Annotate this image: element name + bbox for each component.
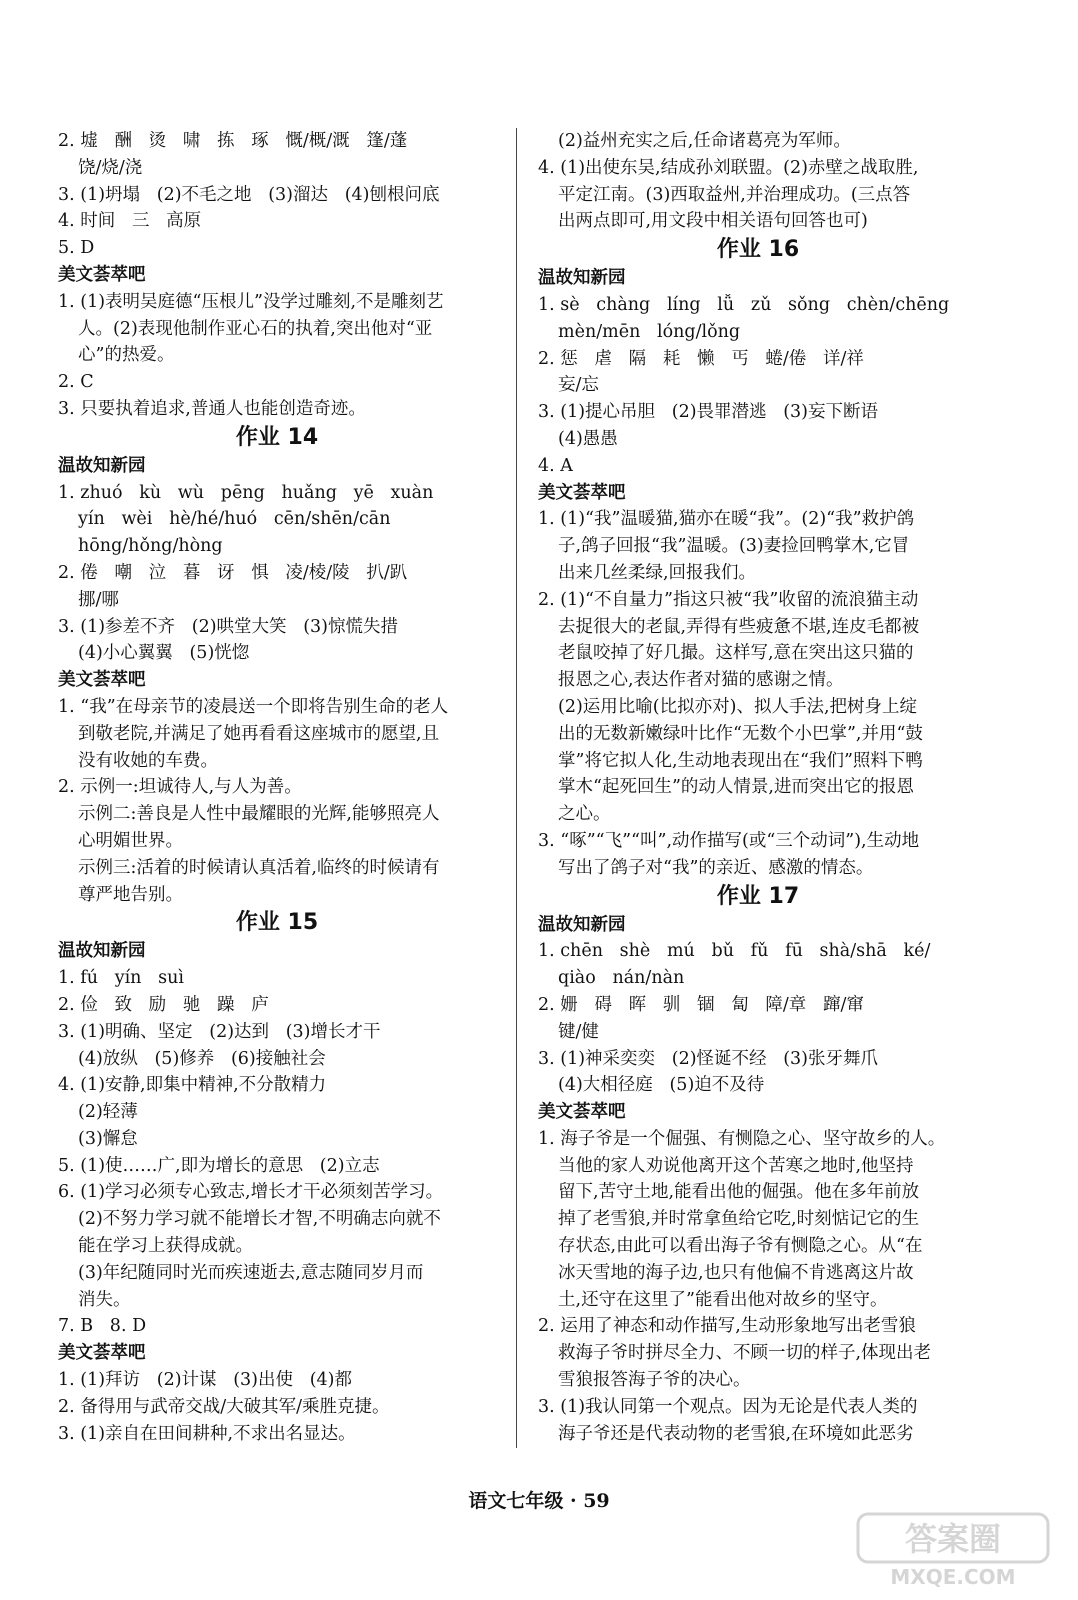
answer-line: 1. (1)表明吴庭德“压根儿”没学过雕刻,不是雕刻艺 — [58, 291, 444, 312]
answer-line: 4. (1)出使东吴,结成孙刘联盟。(2)赤壁之战取胜, — [538, 157, 919, 178]
answer-line: 妄/忘 — [558, 375, 599, 396]
answer-line: 能在学习上获得成就。 — [78, 1236, 253, 1257]
assignment-heading: 作业 15 — [235, 910, 319, 936]
answer-line: (4)愚愚 — [558, 428, 618, 449]
answer-line: (2)不努力学习就不能增长才智,不明确志向就不 — [78, 1209, 441, 1230]
answer-line: 1. zhuó kù wù pēng huǎng yē xuàn — [58, 482, 434, 503]
answer-line: 3. (1)提心吊胆 (2)畏罪潜逃 (3)妄下断语 — [538, 402, 879, 423]
answer-line: 7. B 8. D — [58, 1316, 147, 1337]
answer-line: 写出了鸽子对“我”的亲近、感激的情态。 — [558, 857, 874, 878]
answer-line: 2. 惩 虐 隔 耗 懒 丐 蜷/倦 详/祥 — [538, 348, 864, 369]
answer-line: 1. fú yín suì — [58, 968, 184, 989]
answer-line: 老鼠咬掉了好几撮。这样写,意在突出这只猫的 — [558, 643, 914, 664]
answer-line: (4)小心翼翼 (5)恍惚 — [78, 643, 250, 664]
answer-line: 土,还守在这里了”能看出他对故乡的坚守。 — [558, 1289, 888, 1310]
section-heading: 温故知新园 — [538, 914, 626, 935]
answer-line: 6. (1)学习必须专心致志,增长才干必须刻苦学习。 — [58, 1182, 444, 1203]
answer-line: 2. 倦 嘲 泣 暮 讶 惧 凌/棱/陵 扒/趴 — [58, 562, 408, 583]
answer-line: 4. (1)安静,即集中精神,不分散精力 — [58, 1075, 327, 1096]
answer-line: 存状态,由此可以看出海子爷有恻隐之心。从“在 — [558, 1236, 923, 1257]
answer-line: 去捉很大的老鼠,弄得有些疲惫不堪,连皮毛都被 — [558, 616, 920, 637]
section-heading: 温故知新园 — [58, 941, 146, 962]
answer-line: 留下,苦守土地,能看出他的倔强。他在多年前放 — [558, 1182, 920, 1203]
answer-line: 2. C — [58, 372, 94, 393]
answer-line: 出的无数新嫩绿叶比作“无数个小巴掌”,并用“鼓 — [558, 723, 923, 744]
answer-line: 2. 俭 致 励 驰 躁 庐 — [58, 994, 269, 1015]
watermark-url: MXQE.COM — [890, 1565, 1016, 1589]
page-footer: 语文七年级 · 59 — [468, 1490, 610, 1512]
answer-line: 心”的热爱。 — [78, 345, 175, 366]
answer-line: 3. “啄”“飞”“叫”,动作描写(或“三个动词”),生动地 — [538, 830, 920, 851]
section-heading: 美文荟萃吧 — [58, 264, 146, 285]
answer-line: 1. (1)“我”温暖猫,猫亦在暖“我”。(2)“我”救护鸽 — [538, 509, 915, 530]
answer-line: 1. “我”在母亲节的凌晨送一个即将告别生命的老人 — [58, 696, 449, 717]
section-heading: 温故知新园 — [538, 268, 626, 289]
answer-line: 雪狼报答海子爷的决心。 — [558, 1370, 751, 1391]
section-heading: 美文荟萃吧 — [538, 482, 626, 503]
answer-line: 子,鸽子回报“我”温暖。(3)妻捡回鸭掌木,它冒 — [558, 536, 910, 557]
answer-line: 海子爷还是代表动物的老雪狼,在环境如此恶劣 — [558, 1423, 914, 1444]
answer-line: 2. 示例一:坦诚待人,与人为善。 — [58, 777, 302, 798]
answer-line: 3. (1)坍塌 (2)不毛之地 (3)溜达 (4)刨根问底 — [58, 184, 440, 205]
section-heading: 温故知新园 — [58, 455, 146, 476]
answer-line: 挪/哪 — [78, 589, 119, 610]
answer-line: 1. chēn shè mú bǔ fǔ fū shà/shā ké/ — [538, 941, 931, 962]
answer-line: 掉了老雪狼,并时常拿鱼给它吃,时刻惦记它的生 — [558, 1209, 920, 1230]
answer-line: 5. (1)使……广,即为增长的意思 (2)立志 — [58, 1155, 380, 1176]
answer-line: 1. 海子爷是一个倔强、有恻隐之心、坚守故乡的人。 — [538, 1128, 946, 1149]
answer-line: 人。(2)表现他制作亚心石的执着,突出他对“亚 — [78, 318, 433, 339]
answer-line: 尊严地告别。 — [78, 884, 183, 905]
answer-line: 出两点即可,用文段中相关语句回答也可) — [558, 211, 868, 232]
section-heading: 美文荟萃吧 — [58, 1343, 146, 1364]
answer-line: 1. (1)拜访 (2)计谋 (3)出使 (4)都 — [58, 1370, 352, 1391]
assignment-heading: 作业 14 — [235, 424, 319, 450]
answer-line: 2. 备得用与武帝交战/大破其军/乘胜克捷。 — [58, 1396, 390, 1417]
answer-line: 之心。 — [558, 804, 611, 825]
answer-line: 键/健 — [558, 1021, 599, 1042]
answer-line: 2. 运用了神态和动作描写,生动形象地写出老雪狼 — [538, 1316, 916, 1337]
answer-line: 示例二:善良是人性中最耀眼的光辉,能够照亮人 — [78, 804, 440, 825]
answer-line: 3. (1)我认同第一个观点。因为无论是代表人类的 — [538, 1396, 918, 1417]
answer-line: 掌”将它拟人化,生动地表现出在“我们”照料下鸭 — [558, 750, 923, 771]
section-heading: 美文荟萃吧 — [58, 670, 146, 691]
answer-line: 消失。 — [78, 1289, 131, 1310]
answer-line: qiào nán/nàn — [558, 968, 685, 989]
answer-line: hōng/hǒng/hòng — [78, 536, 223, 557]
section-heading: 美文荟萃吧 — [538, 1102, 626, 1123]
answer-line: 2. 姗 碍 晖 驯 锢 匐 障/章 蹿/窜 — [538, 994, 864, 1015]
answer-line: 2. (1)“不自量力”指这只被“我”收留的流浪猫主动 — [538, 589, 919, 610]
answer-line: 3. (1)明确、坚定 (2)达到 (3)增长才干 — [58, 1021, 381, 1042]
answer-line: yín wèi hè/hé/huó cēn/shēn/cān — [78, 509, 391, 530]
answer-line: 救海子爷时拼尽全力、不顾一切的样子,体现出老 — [558, 1343, 932, 1364]
answer-line: (2)轻薄 — [78, 1102, 138, 1123]
right-column — [538, 128, 978, 1447]
answer-line: 掌木“起死回生”的动人情景,进而突出它的报恩 — [558, 777, 914, 798]
answer-line: 当他的家人劝说他离开这个苦寒之地时,他坚持 — [558, 1155, 914, 1176]
answer-line: 1. sè chàng líng lǚ zǔ sǒng chèn/chēng — [538, 294, 950, 315]
answer-line: 平定江南。(3)西取益州,并治理成功。(三点答 — [558, 184, 911, 205]
answer-line: 2. 墟 酬 烫 啸 拣 琢 慨/概/溉 篷/蓬 — [58, 131, 408, 151]
answer-line: 4. A — [538, 455, 573, 476]
answer-line: 3. (1)亲自在田间耕种,不求出名显达。 — [58, 1423, 356, 1444]
answer-line: 心明媚世界。 — [78, 830, 183, 851]
answer-line: mèn/mēn lóng/lǒng — [558, 321, 741, 342]
answer-line: (2)益州充实之后,任命诸葛亮为军师。 — [558, 131, 851, 151]
answer-line: 到敬老院,并满足了她再看看这座城市的愿望,且 — [78, 723, 440, 744]
answer-line: (3)年纪随同时光而疾速逝去,意志随同岁月而 — [78, 1262, 424, 1283]
answer-line: 4. 时间 三 高原 — [58, 211, 202, 232]
answer-line: 示例三:活着的时候请认真活着,临终的时候请有 — [78, 857, 440, 878]
answer-line: (4)大相径庭 (5)迫不及待 — [558, 1075, 765, 1096]
watermark-title: 答案圈 — [904, 1520, 1002, 1558]
assignment-heading: 作业 17 — [716, 883, 800, 909]
column-divider — [516, 128, 517, 1448]
answer-line: 没有收她的车费。 — [78, 750, 218, 771]
watermark-logo — [854, 1510, 1054, 1590]
answer-line: 3. (1)神采奕奕 (2)怪诞不经 (3)张牙舞爪 — [538, 1048, 879, 1069]
answer-line: 出来几丝柔绿,回报我们。 — [558, 562, 757, 583]
answer-line: (4)放纵 (5)修养 (6)接触社会 — [78, 1048, 326, 1069]
answer-line: (2)运用比喻(比拟亦对)、拟人手法,把树身上绽 — [558, 696, 918, 717]
answer-line: 5. D — [58, 238, 95, 259]
answer-line: 报恩之心,表达作者对猫的感谢之情。 — [558, 670, 844, 691]
left-column — [58, 128, 496, 1447]
answer-line: 冰天雪地的海子边,也只有他偏不肯逃离这片故 — [558, 1262, 914, 1283]
answer-line: 饶/烧/浇 — [78, 157, 143, 178]
assignment-heading: 作业 16 — [716, 237, 800, 263]
answer-line: (3)懈怠 — [78, 1128, 138, 1149]
answer-line: 3. (1)参差不齐 (2)哄堂大笑 (3)惊慌失措 — [58, 616, 399, 637]
answer-line: 3. 只要执着追求,普通人也能创造奇迹。 — [58, 398, 366, 419]
